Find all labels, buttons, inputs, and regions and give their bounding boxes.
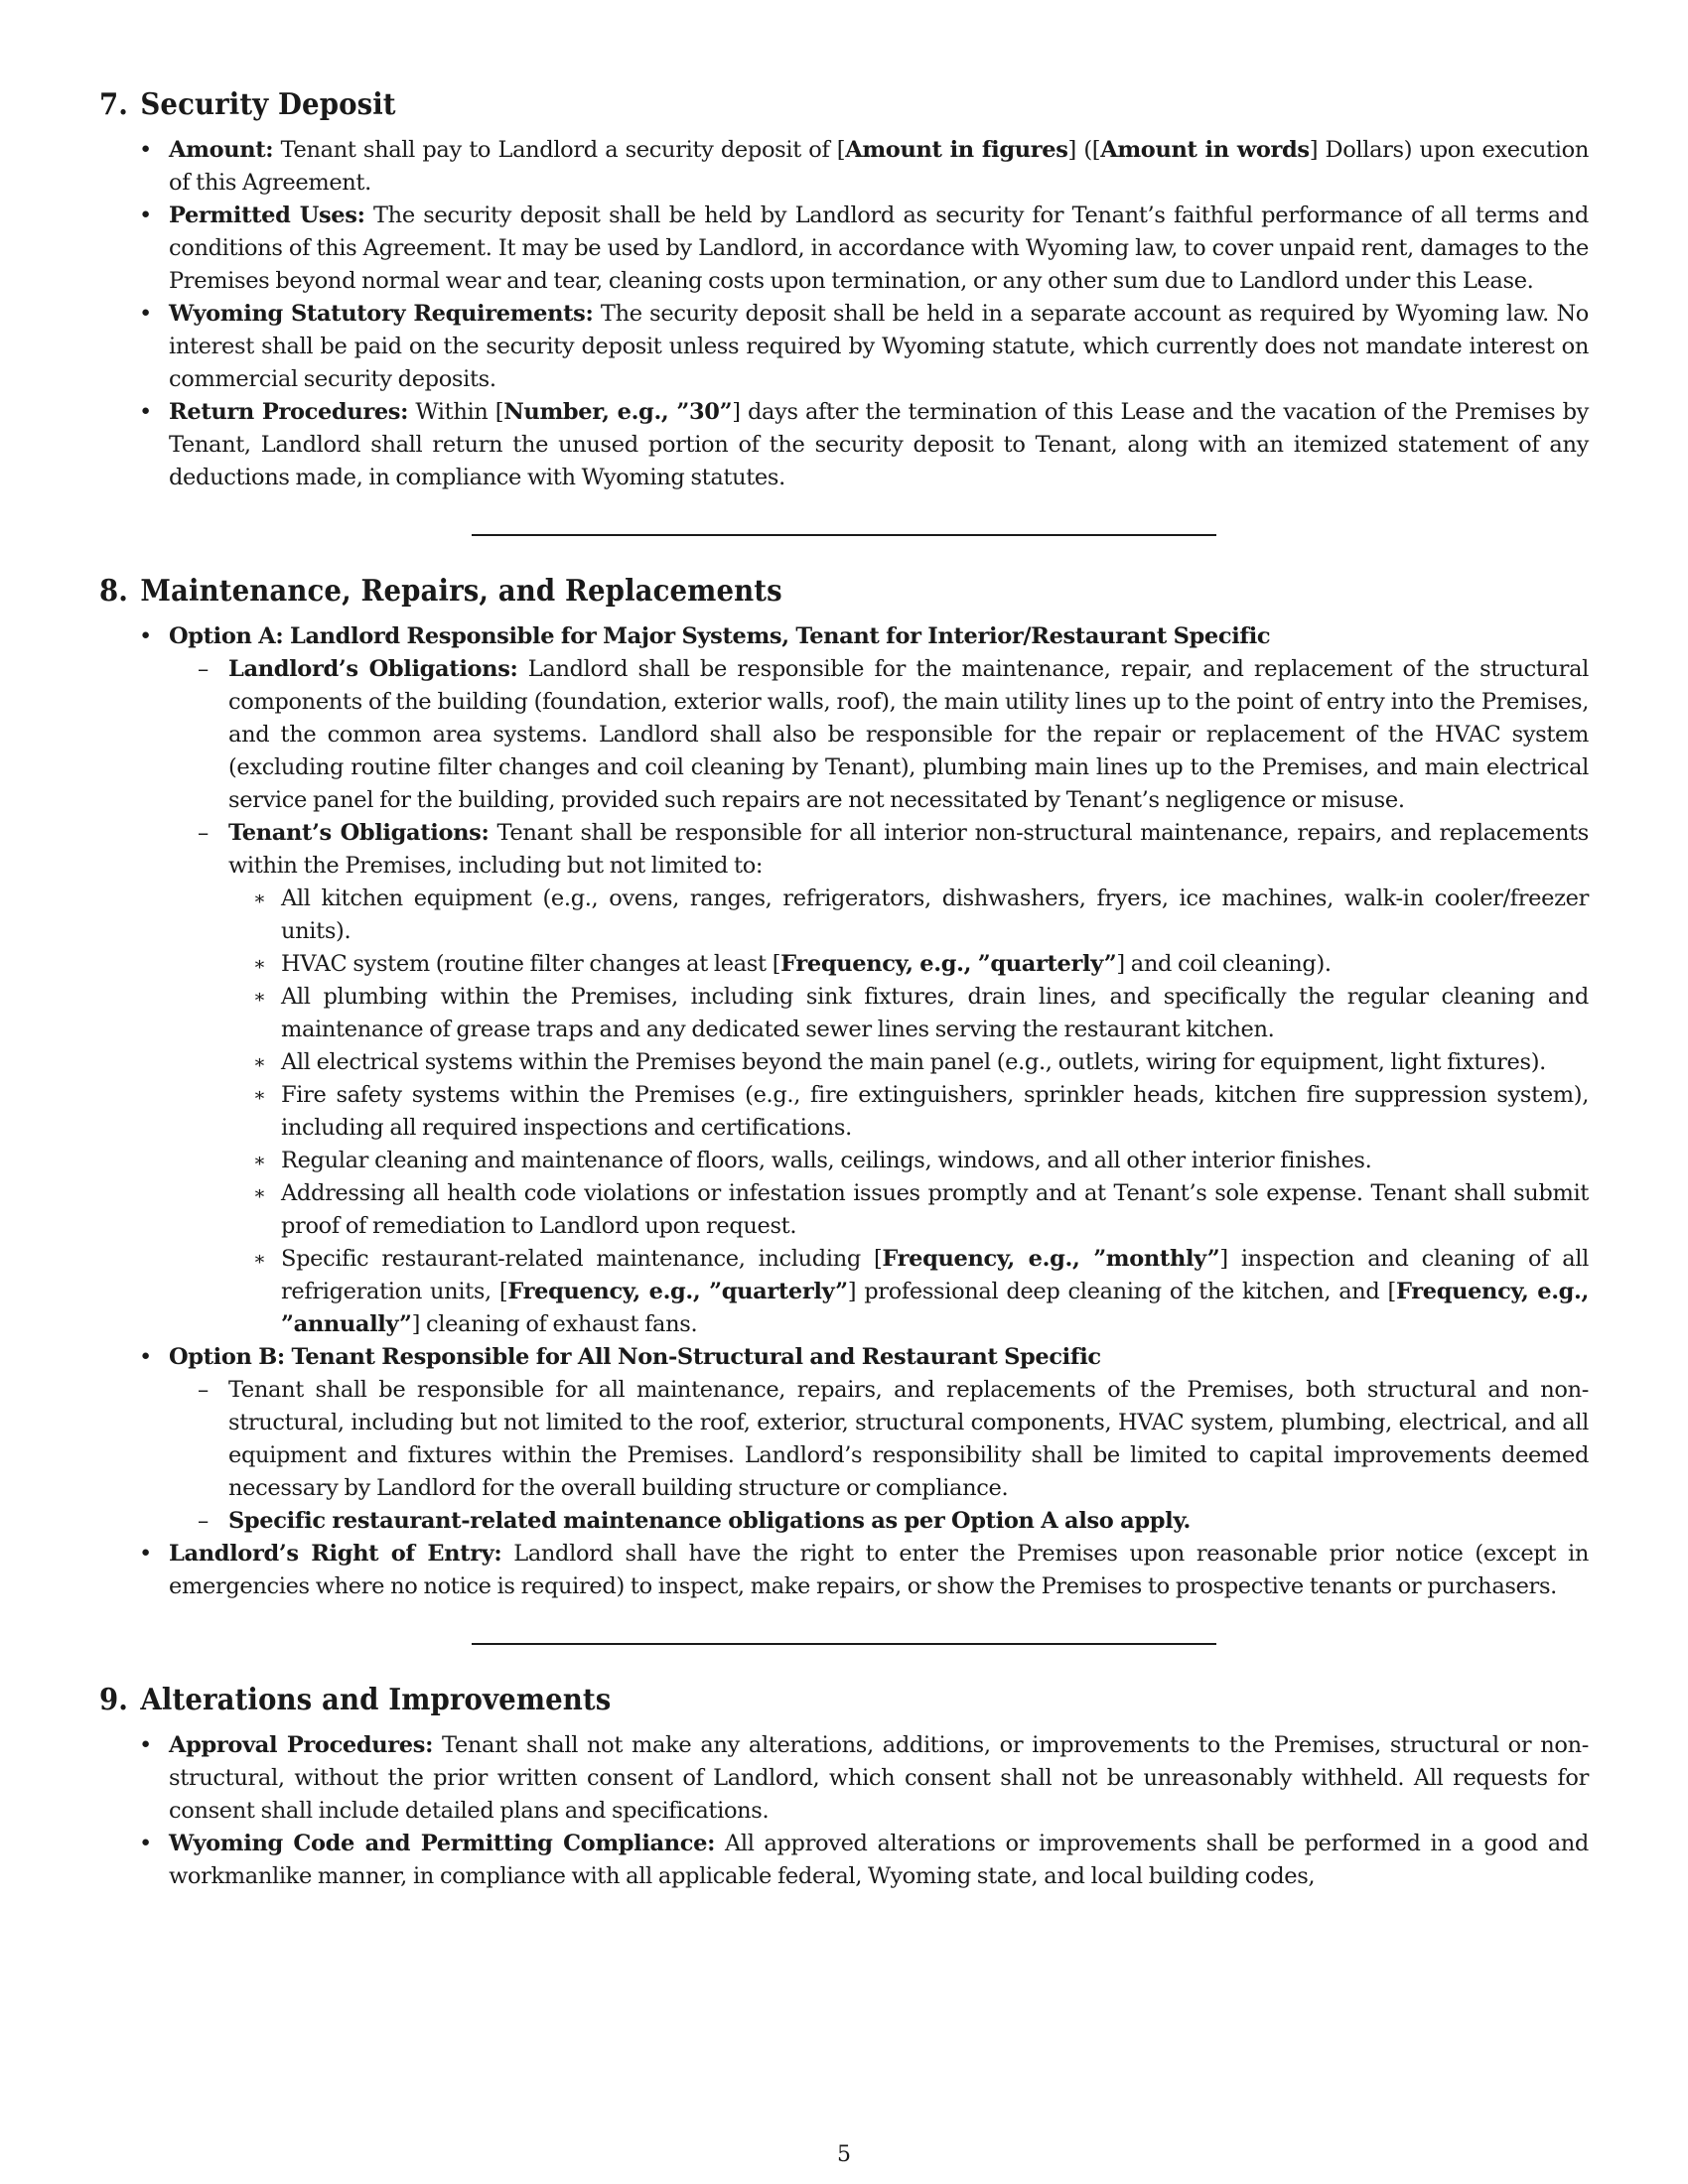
item-text: ] days after the termination of this Lease and the vacation of the Premises by Tenant, Landlord shall return the unused portion of the security deposit to Tenant, along with an itemized statement of any deductions made, in compliance with Wyoming statutes. <box>169 399 1590 490</box>
placeholder-field: Number, e.g., ”30” <box>503 399 733 425</box>
list-item <box>228 948 1589 981</box>
item-label: Specific restaurant-related maintenance obligations as per Option A also apply. <box>228 1508 1191 1534</box>
list-item-return <box>99 396 1589 494</box>
item-label: Tenant’s Obligations: <box>228 820 490 846</box>
star-marker: ∗ <box>253 887 266 909</box>
item-text: Regular cleaning and maintenance of floors, walls, ceilings, windows, and all other interior finishes. <box>281 1148 1372 1173</box>
item-label: Permitted Uses: <box>169 203 365 228</box>
item-text: Within [ <box>408 399 504 425</box>
list-item-approval <box>99 1729 1589 1828</box>
bullet-marker: • <box>139 1541 152 1567</box>
item-text: The security deposit shall be held by Landlord as security for Tenant’s faithful performance of all terms and conditions of this Agreement. It may be used by Landlord, in accordance with Wyoming law, to cover unpaid rent, damages to the Premises beyond normal wear and tear, cleaning costs upon termination, or any other sum due to Landlord under this Lease. <box>169 203 1589 294</box>
bullet-marker: • <box>139 1831 152 1856</box>
list-item <box>169 1374 1589 1505</box>
list-item <box>228 1243 1589 1341</box>
item-text: Tenant shall pay to Landlord a security deposit of [ <box>273 137 846 163</box>
section-number: 9. <box>99 1683 129 1717</box>
option-b-sublist <box>169 1374 1589 1538</box>
item-text: Tenant shall be responsible for all maintenance, repairs, and replacements of the Premises, both structural and non-structural, including but not limited to the roof, exterior, structural components, HVAC system, plumbing, electrical, and all equipment and fixtures within the Premises. Landlord’s responsibility shall be limited to capital improvements deemed necessary by Landlord for the overall building structure or compliance. <box>228 1377 1589 1501</box>
bullet-marker: • <box>139 399 152 425</box>
bullet-marker: • <box>139 301 152 327</box>
list-item-code-compliance <box>99 1828 1589 1893</box>
item-text: All plumbing within the Premises, including sink fixtures, drain lines, and specifically the regular cleaning and maintenance of grease traps and any dedicated sewer lines serving the restaurant kitchen. <box>281 984 1589 1042</box>
star-marker: ∗ <box>253 953 266 975</box>
section-title: Security Deposit <box>140 87 396 122</box>
bullet-marker: • <box>139 137 152 163</box>
star-marker: ∗ <box>253 1084 266 1106</box>
page-number: 5 <box>837 2142 851 2167</box>
list-item-option-a <box>99 620 1589 1341</box>
item-label: Wyoming Code and Permitting Compliance: <box>169 1831 716 1856</box>
section-9-heading <box>99 1683 1470 1717</box>
placeholder-field: Frequency, e.g., ”annually” <box>281 1279 1590 1337</box>
list-item <box>228 1079 1589 1145</box>
bullet-marker: • <box>139 203 152 228</box>
list-item <box>228 1145 1589 1177</box>
bullet-marker: • <box>139 1344 152 1370</box>
star-marker: ∗ <box>253 1150 266 1171</box>
dash-marker: – <box>198 1508 209 1534</box>
section-7-list <box>99 134 1589 494</box>
star-marker: ∗ <box>253 1182 266 1204</box>
section-8-list <box>99 620 1589 1603</box>
item-label: Landlord’s Right of Entry: <box>169 1541 502 1567</box>
item-text: Tenant shall not make any alterations, additions, or improvements to the Premises, structural or non-structural, without the prior written consent of Landlord, which consent shall not be unreasonably withheld. All requests for consent shall include detailed plans and specifications. <box>169 1732 1590 1824</box>
section-number: 8. <box>99 574 129 609</box>
dash-marker: – <box>198 656 209 682</box>
list-item-landlord-obligations <box>169 653 1589 817</box>
item-text: All electrical systems within the Premises beyond the main panel (e.g., outlets, wiring for equipment, light fixtures). <box>281 1049 1546 1075</box>
list-item <box>228 883 1589 948</box>
item-label: Amount: <box>169 137 274 163</box>
item-text: Fire safety systems within the Premises (e.g., fire extinguishers, sprinkler heads, kitchen fire suppression system), including all required inspections and certifications. <box>281 1082 1589 1141</box>
bullet-marker: • <box>139 623 152 649</box>
item-label: Landlord’s Obligations: <box>228 656 518 682</box>
list-item-amount <box>99 134 1589 200</box>
item-text: Landlord shall be responsible for the maintenance, repair, and replacement of the structural components of the building (foundation, exterior walls, roof), the main utility lines up to the point of entry into the Premises, and the common area systems. Landlord shall also be responsible for the repair or replacement of the HVAC system (excluding routine filter changes and coil cleaning by Tenant), plumbing main lines up to the Premises, and main electrical service panel for the building, provided such repairs are not necessitated by Tenant’s negligence or misuse. <box>228 656 1589 813</box>
item-label: Wyoming Statutory Requirements: <box>169 301 594 327</box>
item-label: Return Procedures: <box>169 399 409 425</box>
placeholder-field: Frequency, e.g., ”quarterly” <box>780 951 1117 977</box>
item-text: All kitchen equipment (e.g., ovens, ranges, refrigerators, dishwashers, fryers, ice machines, walk-in cooler/freezer units). <box>281 886 1589 944</box>
dash-marker: – <box>198 820 209 846</box>
star-marker: ∗ <box>253 1051 266 1073</box>
placeholder-field: Frequency, e.g., ”quarterly” <box>507 1279 848 1304</box>
item-label: Option B: Tenant Responsible for All Non-Structural and Restaurant Specific <box>169 1344 1101 1370</box>
list-item <box>228 1046 1589 1079</box>
item-text: ] and coil cleaning). <box>1116 951 1332 977</box>
item-text: Addressing all health code violations or infestation issues promptly and at Tenant’s sole expense. Tenant shall submit proof of remediation to Landlord upon request. <box>281 1180 1589 1239</box>
star-marker: ∗ <box>253 1248 266 1270</box>
list-item <box>228 981 1589 1046</box>
list-item-tenant-obligations <box>169 817 1589 1341</box>
option-a-sublist <box>169 653 1589 1341</box>
item-text: ] cleaning of exhaust fans. <box>411 1311 698 1337</box>
list-item-right-of-entry <box>99 1538 1589 1603</box>
item-text: ] ([ <box>1067 137 1101 163</box>
item-text: HVAC system (routine filter changes at least [ <box>281 951 781 977</box>
item-text: Tenant shall be responsible for all interior non-structural maintenance, repairs, and replacements within the Premises, including but not limited to: <box>228 820 1590 879</box>
list-item-permitted-uses <box>99 200 1589 298</box>
list-item <box>169 1505 1589 1538</box>
section-8-heading <box>99 574 1470 609</box>
placeholder-field: Amount in words <box>1100 137 1310 163</box>
list-item-option-b <box>99 1341 1589 1538</box>
list-item <box>228 1177 1589 1243</box>
item-text: All approved alterations or improvements shall be performed in a good and workmanlike manner, in compliance with all applicable federal, Wyoming state, and local building codes, <box>169 1831 1589 1889</box>
item-text: Landlord shall have the right to enter the Premises upon reasonable prior notice (except in emergencies where no notice is required) to inspect, make repairs, or show the Premises to prospective tenants or purchasers. <box>169 1541 1589 1599</box>
item-text: ] Dollars) upon execution of this Agreement. <box>169 137 1589 196</box>
section-title: Maintenance, Repairs, and Replacements <box>140 574 782 609</box>
bullet-marker: • <box>139 1732 152 1758</box>
tenant-obligations-sublist <box>228 883 1589 1341</box>
dash-marker: – <box>198 1377 209 1403</box>
item-label: Approval Procedures: <box>169 1732 434 1758</box>
placeholder-field: Frequency, e.g., ”monthly” <box>882 1246 1220 1272</box>
item-text: ] inspection and cleaning of all refrigeration units, [ <box>281 1246 1589 1304</box>
item-label: Option A: Landlord Responsible for Major Systems, Tenant for Interior/Restaurant Specific <box>169 623 1271 649</box>
item-text: ] professional deep cleaning of the kitchen, and [ <box>847 1279 1396 1304</box>
section-7-heading <box>99 87 1470 122</box>
item-text: The security deposit shall be held in a separate account as required by Wyoming law. No interest shall be paid on the security deposit unless required by Wyoming statute, which currently does not mandate interest on commercial security deposits. <box>169 301 1589 392</box>
placeholder-field: Amount in figures <box>845 137 1068 163</box>
item-text: Specific restaurant-related maintenance, including [ <box>281 1246 883 1272</box>
section-number: 7. <box>99 87 129 122</box>
section-9-list <box>99 1729 1589 1893</box>
list-item-statutory <box>99 298 1589 396</box>
section-title: Alterations and Improvements <box>140 1683 612 1717</box>
document-page <box>99 87 1589 1893</box>
star-marker: ∗ <box>253 986 266 1008</box>
